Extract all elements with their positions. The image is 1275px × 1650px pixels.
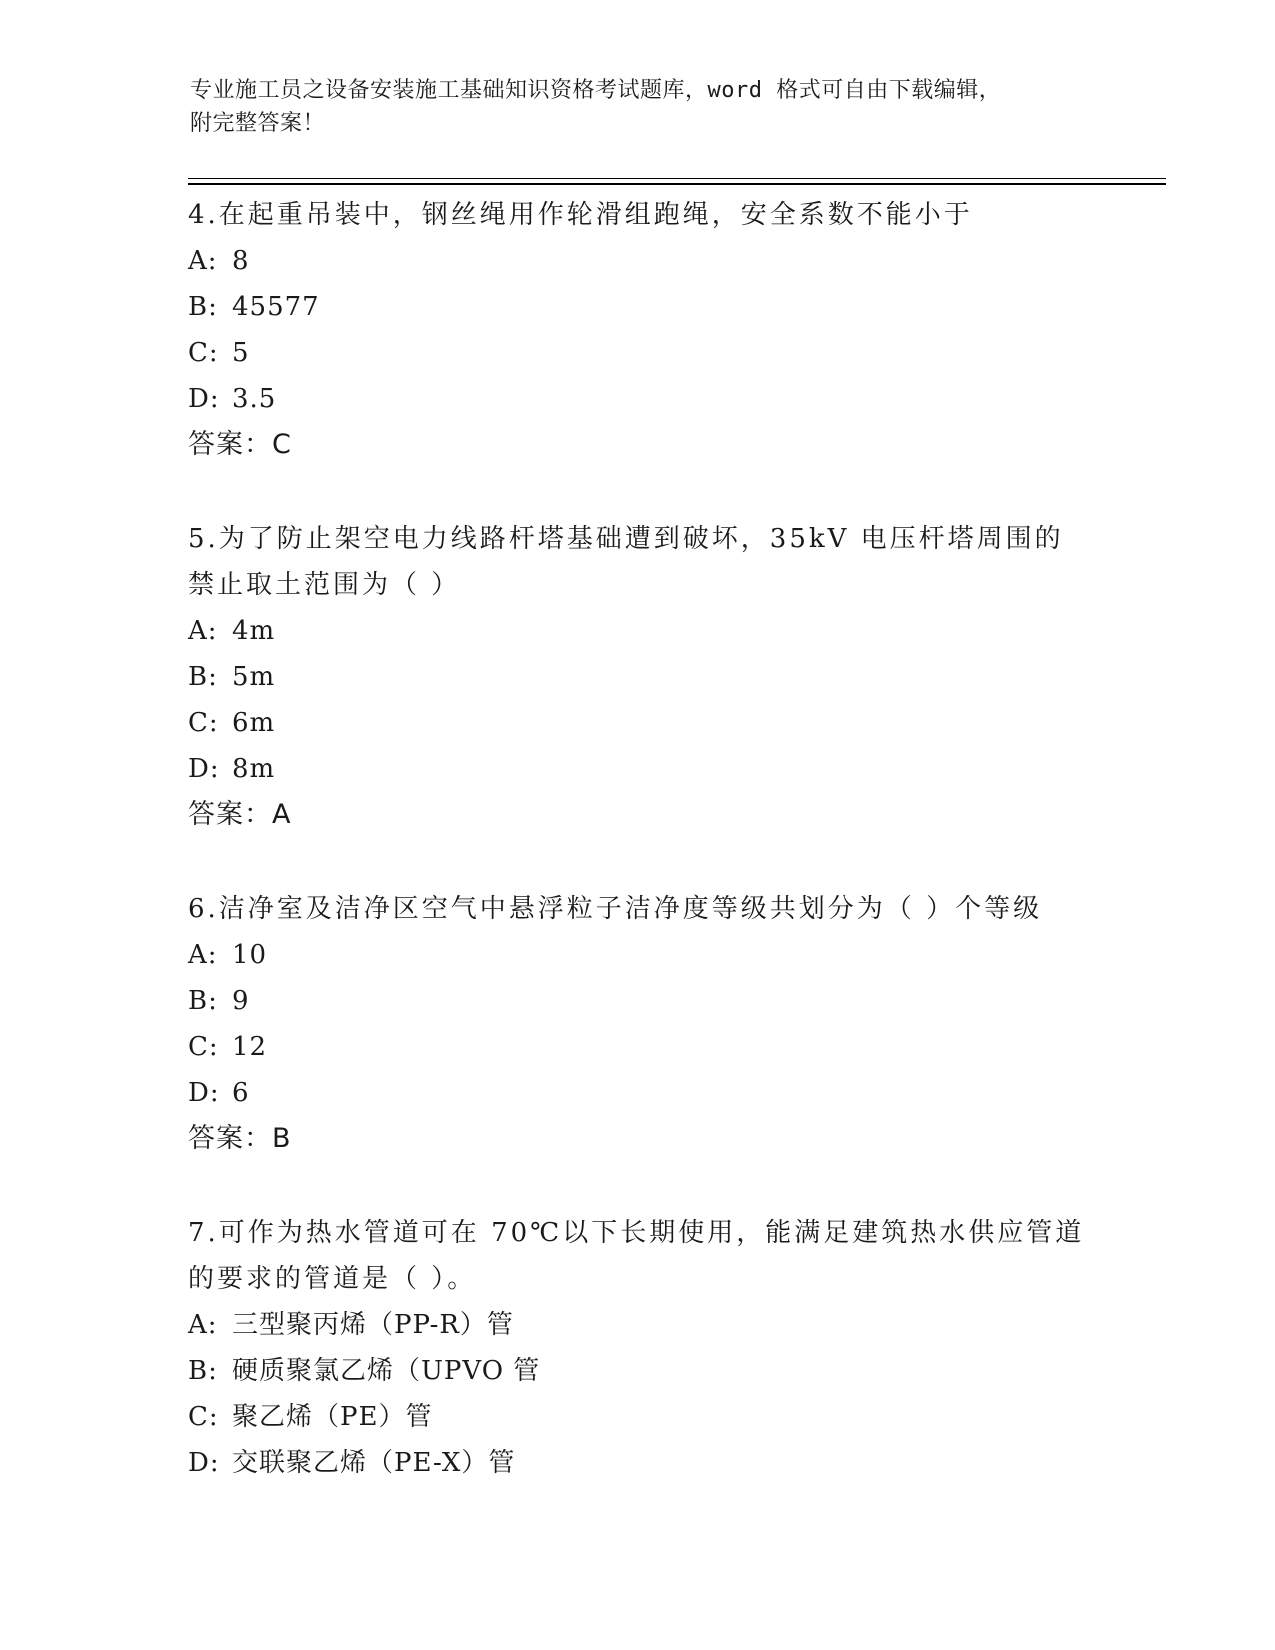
question-4: [188, 188, 1088, 468]
option-a: [188, 608, 1088, 654]
option-label: B:: [188, 986, 218, 1016]
header-divider-thin: [188, 178, 1166, 179]
option-c: [188, 700, 1088, 746]
option-value: 聚乙烯（PE）管: [232, 1402, 433, 1432]
question-spacer: [188, 838, 1088, 882]
option-b: [188, 978, 1088, 1024]
header-divider-thick: [188, 183, 1166, 185]
option-c: [188, 330, 1088, 376]
option-label: A:: [188, 1310, 218, 1340]
option-value: 三型聚丙烯（PP-R）管: [232, 1310, 514, 1340]
question-list: [188, 188, 1088, 1486]
option-value: 交联聚乙烯（PE-X）管: [232, 1448, 516, 1478]
question-spacer: [188, 468, 1088, 512]
option-d: [188, 1440, 1088, 1486]
option-label: C:: [188, 1032, 219, 1062]
question-spacer: [188, 1162, 1088, 1206]
answer-line: 答案：B: [188, 1123, 292, 1154]
option-value: 3.5: [232, 384, 277, 414]
answer-line: 答案：A: [188, 799, 292, 830]
option-label: C:: [188, 708, 219, 738]
question-5: [188, 512, 1088, 838]
option-label: C:: [188, 1402, 219, 1432]
header-line-2: 附完整答案！: [190, 111, 326, 136]
option-label: A:: [188, 940, 218, 970]
option-a: [188, 238, 1088, 284]
question-text: 7.可作为热水管道可在 70℃以下长期使用，能满足建筑热水供应管道的要求的管道是（ ）。: [188, 1218, 1085, 1294]
option-label: D:: [188, 754, 220, 784]
option-d: [188, 376, 1088, 422]
option-label: D:: [188, 1078, 220, 1108]
option-value: 5: [232, 338, 250, 368]
option-label: B:: [188, 662, 218, 692]
option-value: 6m: [232, 708, 276, 738]
option-a: [188, 1302, 1088, 1348]
option-value: 8m: [232, 754, 276, 784]
option-label: C:: [188, 338, 219, 368]
option-label: B:: [188, 292, 218, 322]
question-7: [188, 1206, 1088, 1486]
option-b: [188, 1348, 1088, 1394]
option-b: [188, 284, 1088, 330]
option-c: [188, 1024, 1088, 1070]
option-a: [188, 932, 1088, 978]
question-text: 5.为了防止架空电力线路杆塔基础遭到破坏，35kV 电压杆塔周围的禁止取土范围为（ ）: [188, 524, 1064, 600]
option-value: 9: [232, 986, 250, 1016]
option-b: [188, 654, 1088, 700]
option-value: 12: [232, 1032, 268, 1062]
option-label: D:: [188, 384, 220, 414]
header-line-1: 专业施工员之设备安装施工基础知识资格考试题库，word 格式可自由下载编辑，: [190, 78, 1002, 103]
option-d: [188, 1070, 1088, 1116]
answer-line: 答案：C: [188, 429, 292, 460]
option-label: A:: [188, 616, 218, 646]
option-value: 8: [232, 246, 250, 276]
question-text: 4.在起重吊装中，钢丝绳用作轮滑组跑绳，安全系数不能小于: [188, 200, 973, 230]
question-6: [188, 882, 1088, 1162]
document-header: [190, 74, 1070, 140]
option-label: B:: [188, 1356, 218, 1386]
option-d: [188, 746, 1088, 792]
option-c: [188, 1394, 1088, 1440]
option-value: 10: [232, 940, 268, 970]
option-value: 6: [232, 1078, 250, 1108]
option-value: 4m: [232, 616, 276, 646]
option-label: A:: [188, 246, 218, 276]
question-text: 6.洁净室及洁净区空气中悬浮粒子洁净度等级共划分为（ ）个等级: [188, 894, 1043, 924]
option-label: D:: [188, 1448, 220, 1478]
option-value: 硬质聚氯乙烯（UPVO 管: [232, 1356, 541, 1386]
option-value: 5m: [232, 662, 276, 692]
option-value: 45577: [232, 292, 320, 322]
